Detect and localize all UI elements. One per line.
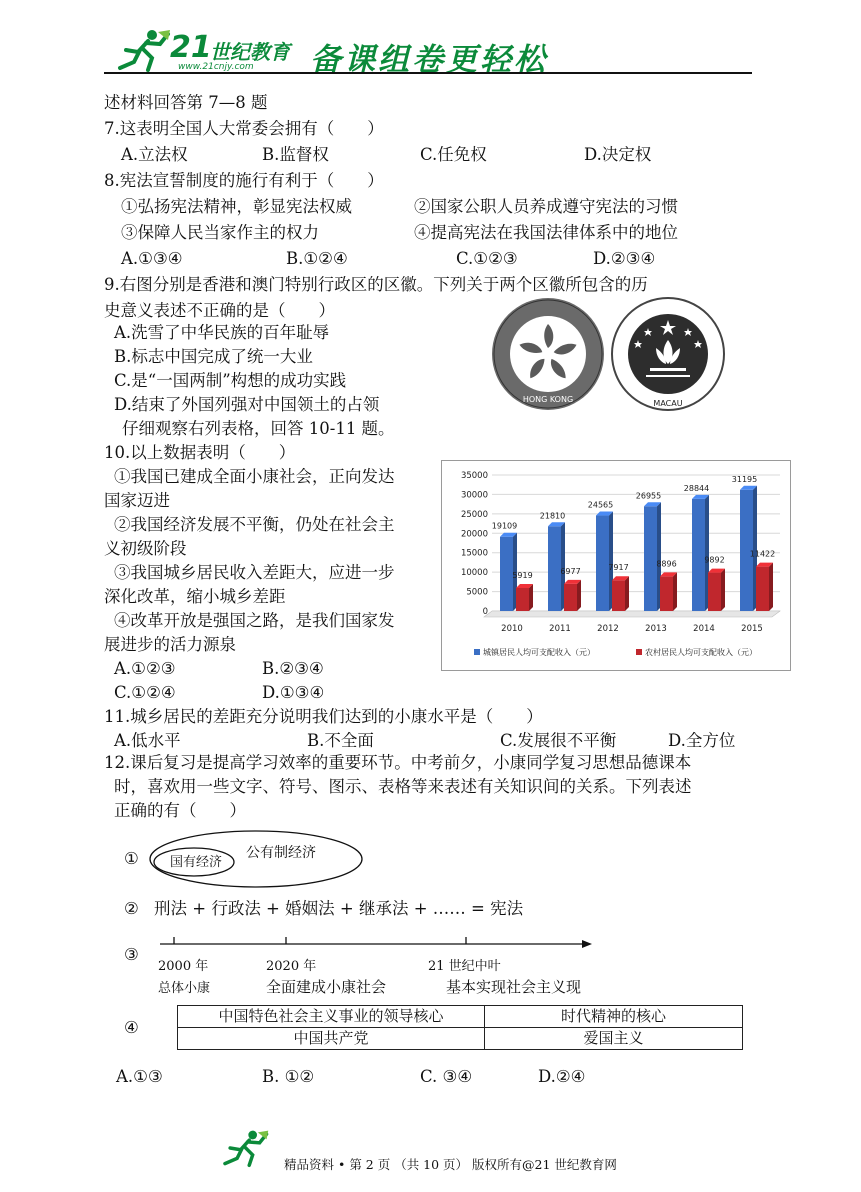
footer-text: 精品资料 • 第 2 页 （共 10 页） 版权所有@21 世纪教育网 — [284, 1157, 617, 1172]
hong-kong-emblem-icon — [490, 296, 606, 412]
legend-entry: 农村居民人均可支配收入（元） — [645, 648, 757, 657]
diagram-1-outer-label: 公有制经济 — [246, 845, 316, 861]
x-tick-label: 2015 — [741, 624, 763, 634]
q7-option-c: C.任免权 — [420, 145, 487, 164]
diagram-2-marker: ② — [124, 899, 139, 918]
q11-option-d: D.全方位 — [668, 731, 736, 750]
table-cell: 中国共产党 — [178, 1028, 485, 1050]
q10-statement-1a: ①我国已建成全面小康社会，正向发达 — [114, 467, 395, 486]
bar — [516, 588, 529, 611]
data-label: 21810 — [539, 511, 566, 521]
bar-side — [769, 563, 773, 611]
bar — [708, 573, 721, 611]
q12-option-a: A.①③ — [116, 1067, 163, 1086]
q8-option-a: A.①③④ — [121, 249, 183, 268]
q8-stem: 8.宪法宣誓制度的施行有利于（ ） — [104, 171, 384, 190]
data-label: 28844 — [683, 483, 710, 493]
q7-stem: 7.这表明全国人大常委会拥有（ ） — [104, 119, 384, 138]
y-tick-label: 5000 — [466, 587, 488, 598]
x-tick-label: 2010 — [501, 624, 523, 634]
bar-side — [625, 576, 629, 611]
bar — [756, 567, 769, 611]
y-tick-label: 30000 — [460, 490, 488, 501]
income-chart-svg — [442, 461, 790, 670]
data-label: 19109 — [491, 521, 518, 531]
slogan: 备课组卷更轻松 — [310, 42, 548, 78]
site-url: www.21cnjy.com — [178, 62, 254, 72]
data-label: 26955 — [635, 491, 662, 501]
header-rule — [104, 72, 752, 74]
diagram-4-marker: ④ — [124, 1018, 139, 1037]
q10-statement-2b: 义初级阶段 — [104, 539, 187, 558]
q8-statement-4: ④提高宪法在我国法律体系中的地位 — [414, 223, 678, 242]
q9-option-d: D.结束了外国列强对中国领土的占领 — [114, 395, 380, 414]
bar-side — [721, 569, 725, 611]
footer-logo-icon — [218, 1128, 270, 1168]
bar-side — [577, 580, 581, 611]
data-label: 7917 — [608, 563, 629, 573]
bar-side — [673, 572, 677, 611]
data-label: 6977 — [560, 566, 581, 576]
table-cell: 爱国主义 — [485, 1028, 743, 1050]
q9-stem-1: 9.右图分别是香港和澳门特别行政区的区徽。下列关于两个区徽所包含的历 — [104, 275, 648, 294]
legend-entry: 城镇居民人均可支配收入（元） — [483, 648, 595, 657]
timeline-year-2: 2020 年 — [266, 959, 317, 974]
macau-emblem-text: MACAU — [653, 399, 683, 408]
q8-option-b: B.①②④ — [286, 249, 348, 268]
timeline-year-3: 21 世纪中叶 — [428, 959, 501, 974]
income-chart — [441, 460, 791, 671]
chart-floor — [484, 611, 780, 617]
q9-stem-2: 史意义表述不正确的是（ ） — [104, 301, 335, 320]
x-tick-label: 2014 — [693, 624, 715, 634]
q12-option-d: D.②④ — [538, 1067, 586, 1086]
table-cell: 时代精神的核心 — [485, 1006, 743, 1028]
q12-option-c: C. ③④ — [420, 1067, 473, 1086]
q12-stem-3: 正确的有（ ） — [114, 801, 246, 820]
runner-logo-icon — [112, 28, 172, 72]
q10-stem: 10.以上数据表明（ ） — [104, 443, 296, 462]
q11-stem: 11.城乡居民的差距充分说明我们达到的小康水平是（ ） — [104, 707, 543, 726]
table-intro: 仔细观察右列表格，回答 10-11 题。 — [122, 419, 395, 438]
data-label: 24565 — [587, 500, 614, 510]
diagram-3-timeline — [158, 934, 594, 954]
data-label: 11422 — [749, 549, 776, 559]
q12-stem-1: 12.课后复习是提高学习效率的重要环节。中考前夕，小康同学复习思想品德课本 — [104, 753, 692, 772]
q11-option-a: A.低水平 — [114, 731, 181, 750]
data-label: 8896 — [656, 559, 677, 569]
diagram-2-text: 刑法 + 行政法 + 婚姻法 + 继承法 + …… = 宪法 — [154, 899, 524, 918]
q7-option-d: D.决定权 — [584, 145, 652, 164]
x-tick-label: 2012 — [597, 624, 619, 634]
y-tick-label: 15000 — [460, 548, 488, 559]
q9-option-a: A.洗雪了中华民族的百年耻辱 — [114, 323, 330, 342]
q11-option-b: B.不全面 — [307, 731, 374, 750]
brand-number: 21 — [170, 30, 212, 65]
q7-option-b: B.监督权 — [262, 145, 329, 164]
diagram-1-inner-label: 国有经济 — [170, 855, 223, 870]
q8-statement-2: ②国家公职人员养成遵守宪法的习惯 — [414, 197, 678, 216]
data-label: 31195 — [731, 474, 758, 484]
q10-statement-3b: 深化改革，缩小城乡差距 — [104, 587, 286, 606]
hong-kong-emblem-text: HONG KONG — [522, 395, 574, 404]
q10-statement-4a: ④改革开放是强国之路，是我们国家发 — [114, 611, 395, 630]
q10-statement-2a: ②我国经济发展不平衡，仍处在社会主 — [114, 515, 395, 534]
bar — [548, 526, 561, 611]
bar — [660, 576, 673, 611]
timeline-label-1: 总体小康 — [158, 981, 211, 996]
q8-statement-1: ①弘扬宪法精神，彰显宪法权威 — [121, 197, 352, 216]
table-cell: 中国特色社会主义事业的领导核心 — [178, 1006, 485, 1028]
bar — [596, 516, 609, 611]
q9-option-b: B.标志中国完成了统一大业 — [114, 347, 313, 366]
q10-statement-1b: 国家迈进 — [104, 491, 170, 510]
q8-statement-3: ③保障人民当家作主的权力 — [121, 223, 319, 242]
bar — [644, 506, 657, 611]
y-tick-label: 10000 — [460, 568, 488, 579]
bar — [500, 537, 513, 611]
y-tick-label: 35000 — [460, 471, 488, 481]
data-label: 9892 — [704, 555, 725, 565]
legend-swatch — [474, 649, 480, 655]
q9-option-c: C.是“一国两制”构想的成功实践 — [114, 371, 347, 390]
q10-option-c: C.①②④ — [114, 683, 176, 702]
y-tick-label: 25000 — [460, 509, 488, 520]
brand-name: 世纪教育 — [210, 40, 290, 64]
q12-stem-2: 时，喜欢用一些文字、符号、图示、表格等来表述有关知识间的关系。下列表述 — [114, 777, 692, 796]
table-row — [178, 1006, 743, 1028]
x-tick-label: 2011 — [549, 624, 571, 634]
q8-option-d: D.②③④ — [593, 249, 656, 268]
intro-line: 述材料回答第 7—8 题 — [104, 93, 268, 112]
q12-option-b: B. ①② — [262, 1067, 315, 1086]
table-row — [178, 1028, 743, 1050]
bar — [612, 580, 625, 611]
diagram-1-marker: ① — [124, 849, 139, 868]
legend-swatch — [636, 649, 642, 655]
bar-side — [529, 584, 533, 611]
diagram-3-marker: ③ — [124, 945, 139, 964]
bar — [564, 584, 577, 611]
q10-option-b: B.②③④ — [262, 659, 324, 678]
q10-statement-4b: 展进步的活力源泉 — [104, 635, 236, 654]
q10-option-a: A.①②③ — [114, 659, 176, 678]
q10-statement-3a: ③我国城乡居民收入差距大，应进一步 — [114, 563, 395, 582]
bar — [692, 499, 705, 611]
timeline-label-3: 基本实现社会主义现 — [446, 978, 582, 996]
data-label: 5919 — [512, 571, 533, 581]
q7-option-a: A.立法权 — [121, 145, 188, 164]
q10-option-d: D.①③④ — [262, 683, 325, 702]
q11-option-c: C.发展很不平衡 — [500, 731, 617, 750]
x-tick-label: 2013 — [645, 624, 667, 634]
timeline-year-1: 2000 年 — [158, 959, 209, 974]
y-tick-label: 0 — [482, 607, 488, 617]
macau-emblem-icon — [610, 296, 726, 412]
timeline-label-2: 全面建成小康社会 — [266, 978, 387, 996]
diagram-4-table — [177, 1005, 743, 1050]
q8-option-c: C.①②③ — [456, 249, 518, 268]
y-tick-label: 20000 — [460, 529, 488, 540]
